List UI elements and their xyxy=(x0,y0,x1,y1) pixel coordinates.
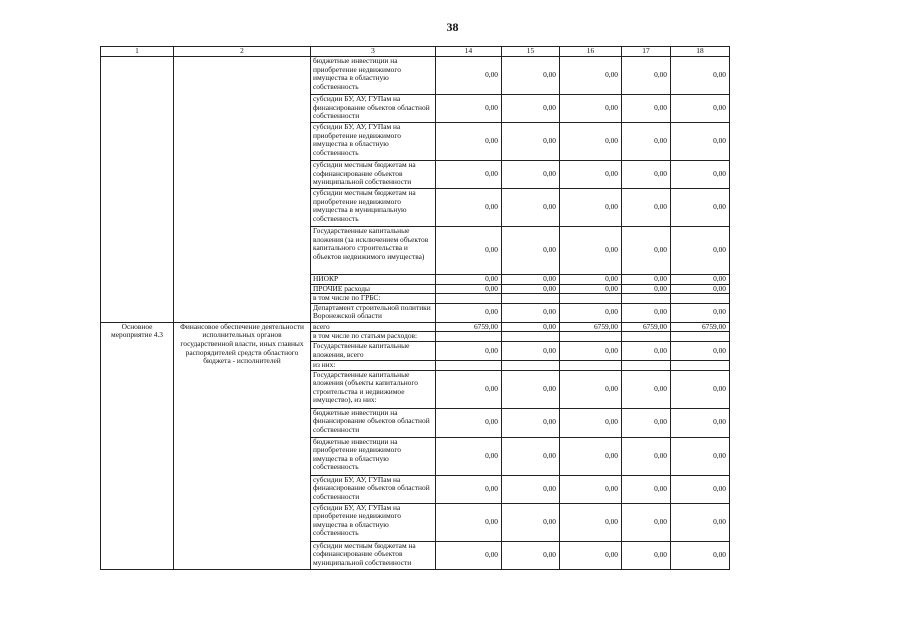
value-cell xyxy=(560,332,622,342)
value-cell: 0,00 xyxy=(502,227,560,275)
expense-label-cell: Государственные капитальные вложения (за исключением объектов капитального строительства и объектов недвижимого имущества) xyxy=(311,227,436,275)
value-cell: 0,00 xyxy=(560,227,622,275)
value-cell: 0,00 xyxy=(436,437,502,475)
event-number-cell xyxy=(101,57,174,323)
expense-label-cell: Государственные капитальные вложения, всего xyxy=(311,341,436,360)
value-cell: 0,00 xyxy=(622,541,671,569)
header-cell: 15 xyxy=(502,47,560,57)
value-cell: 0,00 xyxy=(502,57,560,95)
value-cell: 0,00 xyxy=(502,284,560,294)
value-cell: 0,00 xyxy=(671,541,730,569)
value-cell xyxy=(622,332,671,342)
value-cell: 0,00 xyxy=(560,95,622,123)
value-cell xyxy=(622,360,671,370)
table-row xyxy=(101,57,730,95)
value-cell: 0,00 xyxy=(436,284,502,294)
value-cell: 0,00 xyxy=(671,227,730,275)
header-cell: 16 xyxy=(560,47,622,57)
value-cell: 0,00 xyxy=(436,370,502,408)
value-cell: 0,00 xyxy=(436,503,502,541)
value-cell: 0,00 xyxy=(502,303,560,322)
value-cell: 0,00 xyxy=(560,284,622,294)
value-cell xyxy=(502,360,560,370)
value-cell: 0,00 xyxy=(622,503,671,541)
expense-label-cell: субсидии БУ, АУ, ГУПам на приобретение недвижимого имущества в областную собственность xyxy=(311,503,436,541)
value-cell: 0,00 xyxy=(502,123,560,161)
value-cell: 0,00 xyxy=(560,475,622,503)
value-cell: 0,00 xyxy=(436,123,502,161)
value-cell: 0,00 xyxy=(671,284,730,294)
expense-label-cell: субсидии БУ, АУ, ГУПам на финансирование объектов областной собственности xyxy=(311,95,436,123)
expense-label-cell: субсидии БУ, АУ, ГУПам на финансирование объектов областной собственности xyxy=(311,475,436,503)
table-row xyxy=(101,322,730,332)
value-cell: 0,00 xyxy=(502,475,560,503)
value-cell: 0,00 xyxy=(671,123,730,161)
value-cell: 0,00 xyxy=(671,437,730,475)
value-cell: 0,00 xyxy=(502,341,560,360)
expense-label-cell: Государственные капитальные вложения (объекты капитального строительства и недвижимое имущество), из них: xyxy=(311,370,436,408)
value-cell xyxy=(671,332,730,342)
header-cell: 18 xyxy=(671,47,730,57)
value-cell: 0,00 xyxy=(671,189,730,227)
value-cell: 0,00 xyxy=(560,303,622,322)
value-cell: 0,00 xyxy=(502,408,560,437)
value-cell: 0,00 xyxy=(502,161,560,189)
value-cell: 0,00 xyxy=(502,322,560,332)
value-cell: 0,00 xyxy=(560,123,622,161)
header-cell: 1 xyxy=(101,47,174,57)
expense-label-cell: субсидии БУ, АУ, ГУПам на приобретение недвижимого имущества в областную собственность xyxy=(311,123,436,161)
value-cell xyxy=(436,294,502,304)
value-cell: 0,00 xyxy=(502,275,560,285)
value-cell: 0,00 xyxy=(560,370,622,408)
expense-label-cell: в том числе по статьям расходов: xyxy=(311,332,436,342)
expense-label-cell: всего xyxy=(311,322,436,332)
value-cell: 6759,00 xyxy=(671,322,730,332)
value-cell: 0,00 xyxy=(622,161,671,189)
value-cell: 0,00 xyxy=(436,227,502,275)
value-cell: 0,00 xyxy=(671,275,730,285)
value-cell: 0,00 xyxy=(436,475,502,503)
value-cell: 0,00 xyxy=(560,503,622,541)
value-cell: 0,00 xyxy=(436,189,502,227)
header-cell: 17 xyxy=(622,47,671,57)
value-cell: 0,00 xyxy=(436,95,502,123)
value-cell: 0,00 xyxy=(436,57,502,95)
value-cell: 0,00 xyxy=(622,189,671,227)
expense-label-cell: ПРОЧИЕ расходы xyxy=(311,284,436,294)
value-cell: 0,00 xyxy=(622,95,671,123)
expense-label-cell: Департамент строительной политики Воронежской области xyxy=(311,303,436,322)
value-cell xyxy=(502,294,560,304)
event-name-cell: Финансовое обеспечение деятельности исполнительных органов государственной власти, иных главных распорядителей средств областного бюджета - исполнителей xyxy=(174,322,311,569)
event-number-cell: Основное мероприятие 4.3 xyxy=(101,322,174,569)
expense-label-cell: из них: xyxy=(311,360,436,370)
value-cell xyxy=(671,360,730,370)
value-cell: 0,00 xyxy=(622,437,671,475)
value-cell: 0,00 xyxy=(560,541,622,569)
value-cell: 0,00 xyxy=(622,475,671,503)
expense-label-cell: субсидии местным бюджетам на софинансирование объектов муниципальной собственности xyxy=(311,161,436,189)
value-cell: 0,00 xyxy=(622,284,671,294)
value-cell: 0,00 xyxy=(671,161,730,189)
expense-label-cell: субсидии местным бюджетам на приобретение недвижимого имущества в муниципальную собственность xyxy=(311,189,436,227)
value-cell: 0,00 xyxy=(502,503,560,541)
value-cell: 0,00 xyxy=(671,475,730,503)
value-cell: 0,00 xyxy=(622,275,671,285)
value-cell: 0,00 xyxy=(622,57,671,95)
value-cell: 0,00 xyxy=(671,503,730,541)
header-cell: 14 xyxy=(436,47,502,57)
value-cell: 0,00 xyxy=(560,275,622,285)
value-cell: 0,00 xyxy=(622,370,671,408)
value-cell: 0,00 xyxy=(502,541,560,569)
event-name-cell xyxy=(174,57,311,323)
value-cell xyxy=(560,294,622,304)
value-cell: 0,00 xyxy=(436,341,502,360)
value-cell: 0,00 xyxy=(436,408,502,437)
expense-label-cell: в том числе по ГРБС: xyxy=(311,294,436,304)
value-cell xyxy=(502,332,560,342)
value-cell: 0,00 xyxy=(671,95,730,123)
value-cell: 0,00 xyxy=(560,161,622,189)
budget-table xyxy=(100,46,730,570)
expense-label-cell: субсидии местным бюджетам на софинансирование объектов муниципальной собственности xyxy=(311,541,436,569)
header-cell: 2 xyxy=(174,47,311,57)
value-cell: 0,00 xyxy=(622,123,671,161)
value-cell: 0,00 xyxy=(671,303,730,322)
value-cell: 0,00 xyxy=(502,370,560,408)
value-cell: 0,00 xyxy=(560,437,622,475)
value-cell: 0,00 xyxy=(560,341,622,360)
value-cell xyxy=(560,360,622,370)
expense-label-cell: бюджетные инвестиции на приобретение недвижимого имущества в областную собственность xyxy=(311,57,436,95)
value-cell: 0,00 xyxy=(622,303,671,322)
value-cell: 0,00 xyxy=(502,437,560,475)
expense-label-cell: бюджетные инвестиции на финансирование объектов областной собственности xyxy=(311,408,436,437)
value-cell: 0,00 xyxy=(622,408,671,437)
value-cell: 0,00 xyxy=(436,161,502,189)
value-cell xyxy=(671,294,730,304)
expense-label-cell: бюджетные инвестиции на приобретение недвижимого имущества в областную собственность xyxy=(311,437,436,475)
value-cell: 0,00 xyxy=(560,408,622,437)
value-cell: 0,00 xyxy=(671,57,730,95)
value-cell: 0,00 xyxy=(671,341,730,360)
value-cell: 0,00 xyxy=(622,227,671,275)
value-cell xyxy=(622,294,671,304)
value-cell xyxy=(436,360,502,370)
header-cell: 3 xyxy=(311,47,436,57)
value-cell: 0,00 xyxy=(622,341,671,360)
value-cell: 0,00 xyxy=(436,275,502,285)
value-cell: 0,00 xyxy=(671,408,730,437)
value-cell: 6759,00 xyxy=(560,322,622,332)
header-row xyxy=(101,47,730,57)
value-cell xyxy=(436,332,502,342)
value-cell: 0,00 xyxy=(436,541,502,569)
value-cell: 6759,00 xyxy=(436,322,502,332)
value-cell: 0,00 xyxy=(560,57,622,95)
value-cell: 0,00 xyxy=(560,189,622,227)
value-cell: 0,00 xyxy=(502,189,560,227)
value-cell: 6759,00 xyxy=(622,322,671,332)
value-cell: 0,00 xyxy=(502,95,560,123)
expense-label-cell: НИОКР xyxy=(311,275,436,285)
page-number: 38 xyxy=(446,20,459,34)
value-cell: 0,00 xyxy=(436,303,502,322)
value-cell: 0,00 xyxy=(671,370,730,408)
